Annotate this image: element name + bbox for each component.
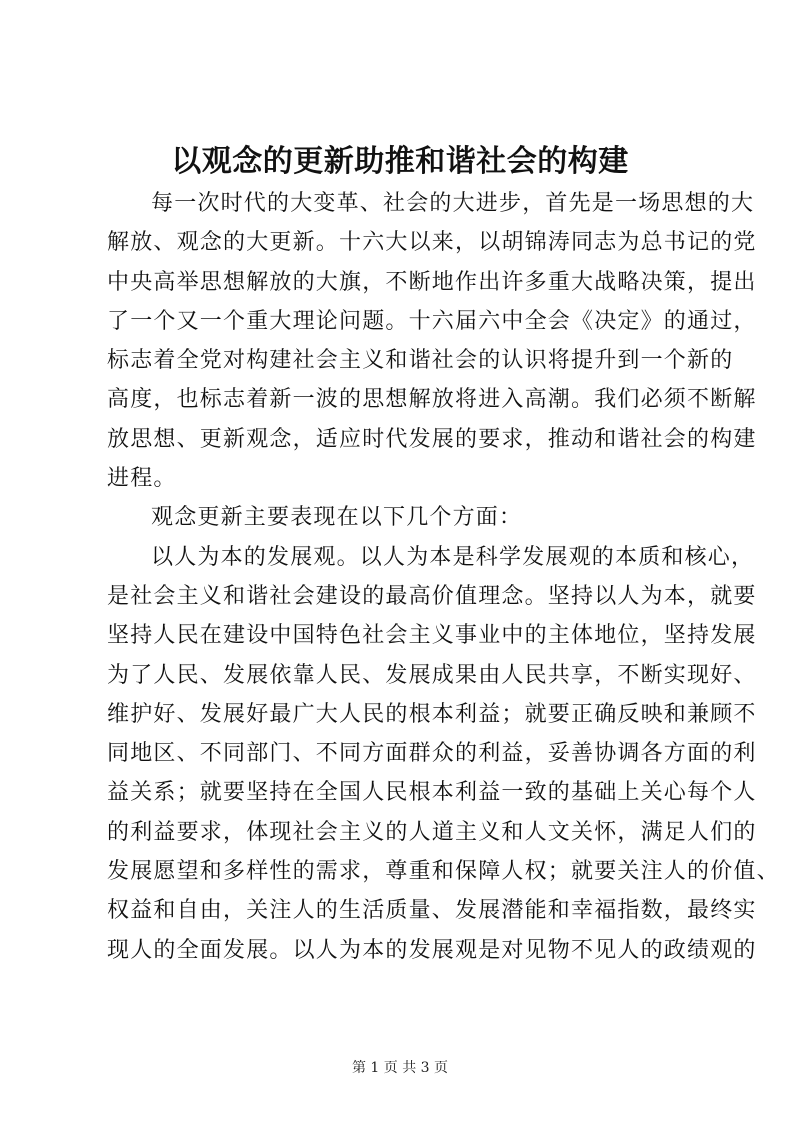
paragraph-line: 同地区、不同部门、不同方面群众的利益，妥善协调各方面的利 xyxy=(107,741,757,767)
paragraph-line: 益关系；就要坚持在全国人民根本利益一致的基础上关心每个人 xyxy=(107,780,757,806)
paragraph-line: 了一个又一个重大理论问题。十六届六中全会《决定》的通过， xyxy=(107,308,757,334)
paragraph-line: 标志着全党对构建社会主义和谐社会的认识将提升到一个新的 xyxy=(107,348,734,374)
paragraph-line: 进程。 xyxy=(107,466,177,492)
paragraph-line: 发展愿望和多样性的需求，尊重和保障人权；就要关注人的价值、 xyxy=(107,859,780,885)
paragraph-line: 现人的全面发展。以人为本的发展观是对见物不见人的政绩观的 xyxy=(107,937,757,963)
paragraph-line: 放思想、更新观念，适应时代发展的要求，推动和谐社会的构建 xyxy=(107,426,757,452)
paragraph-line: 观念更新主要表现在以下几个方面： xyxy=(151,505,523,531)
paragraph-line: 以人为本的发展观。以人为本是科学发展观的本质和核心， xyxy=(151,544,755,570)
page-number-footer: 第 1 页 共 3 页 xyxy=(351,1060,449,1076)
paragraph-line: 每一次时代的大变革、社会的大进步，首先是一场思想的大 xyxy=(151,191,755,216)
document-body xyxy=(107,184,780,970)
paragraph-line: 高度，也标志着新一波的思想解放将进入高潮。我们必须不断解 xyxy=(107,387,757,413)
paragraph-line: 是社会主义和谐社会建设的最高价值理念。坚持以人为本，就要 xyxy=(107,583,757,609)
paragraph-line: 坚持人民在建设中国特色社会主义事业中的主体地位，坚持发展 xyxy=(107,623,757,649)
paragraph-line: 为了人民、发展依靠人民、发展成果由人民共享，不断实现好、 xyxy=(107,662,757,688)
paragraph-line: 权益和自由，关注人的生活质量、发展潜能和幸福指数，最终实 xyxy=(107,898,757,924)
paragraph-line: 中央高举思想解放的大旗，不断地作出许多重大战略决策，提出 xyxy=(107,269,757,295)
paragraph-line: 维护好、发展好最广大人民的根本利益；就要正确反映和兼顾不 xyxy=(107,701,757,727)
paragraph-line: 解放、观念的大更新。十六大以来，以胡锦涛同志为总书记的党 xyxy=(107,230,757,256)
paragraph-line: 的利益要求，体现社会主义的人道主义和人文关怀，满足人们的 xyxy=(107,819,757,845)
document-title: 以观念的更新助推和谐社会的构建 xyxy=(171,144,629,179)
